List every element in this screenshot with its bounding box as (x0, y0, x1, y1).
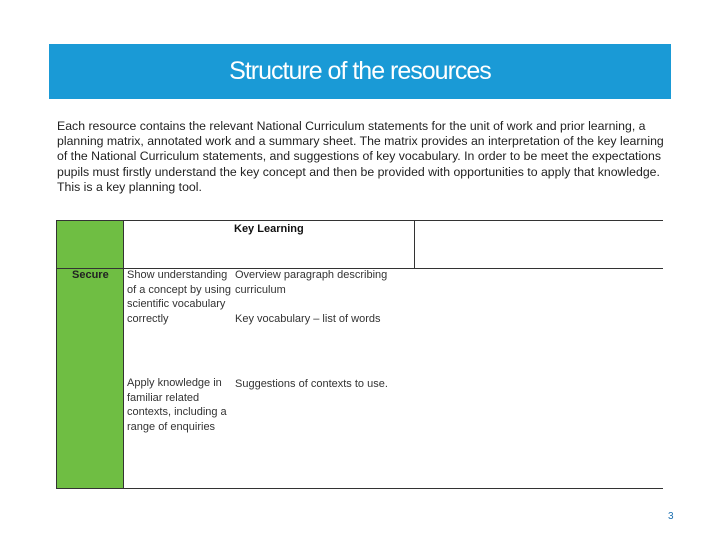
skill-cell-2: Apply knowledge in familiar related contexts, including a range of enquiries (127, 377, 227, 433)
slide-title: Structure of the resources (49, 44, 671, 99)
detail-cell-1b: Key vocabulary – list of words (235, 313, 381, 325)
table-bottom-border (56, 488, 663, 489)
page-number: 3 (668, 511, 674, 522)
skill-cell-1: Show understanding of a concept by using scientific vocabulary correctly (127, 269, 231, 325)
detail-cell-2: Suggestions of contexts to use. (235, 378, 388, 390)
table-top-border (56, 220, 663, 221)
column-divider-1 (123, 220, 124, 489)
key-learning-header: Key Learning (234, 223, 304, 235)
table-left-border (56, 220, 57, 489)
column-divider-2 (414, 220, 415, 269)
label-column (56, 221, 123, 488)
detail-cell-1a: Overview paragraph describing curriculum (235, 269, 388, 296)
intro-paragraph: Each resource contains the relevant National Curriculum statements for the unit of work and prior learning, a planning matrix, annotated work and a summary sheet. The matrix provides an interpretation of the key learning of the National Curriculum statements, and suggestions of key vocabulary. In order to be meet the expectations pupils must firstly understand the key concept and then be provided with opportunities to apply that knowledge. This is a key planning tool. (57, 119, 664, 194)
row-label-secure: Secure (72, 269, 109, 281)
